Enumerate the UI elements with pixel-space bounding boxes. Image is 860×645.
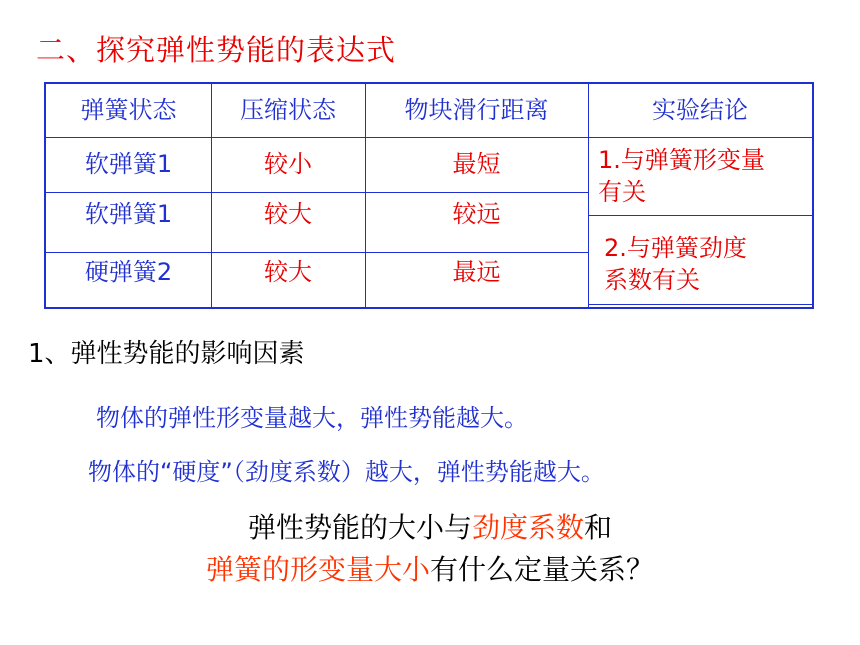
table-header-cell: 物块滑行距离	[404, 96, 549, 125]
question-highlight: 弹簧的形变量大小	[205, 553, 430, 586]
question-text: 弹性势能的大小与	[247, 511, 472, 544]
table-divider	[588, 215, 812, 216]
table-cell: 较大	[264, 200, 312, 228]
conclusion-line: 有关	[598, 178, 646, 206]
question-highlight: 劲度系数	[471, 511, 584, 544]
table-cell: 最远	[452, 258, 501, 286]
conclusion-1	[598, 144, 765, 208]
question-line-1	[0, 506, 860, 546]
table-header-cell: 弹簧状态	[80, 96, 177, 125]
section-heading: 1、弹性势能的影响因素	[28, 339, 305, 369]
page-title: 二、探究弹性势能的表达式	[36, 33, 397, 67]
conclusion-2	[604, 232, 747, 296]
table-header-cell: 压缩状态	[240, 96, 336, 125]
question-line-2	[0, 548, 860, 588]
table-cell: 软弹簧1	[84, 150, 173, 179]
table-cell: 最短	[452, 150, 501, 179]
table-cell: 软弹簧1	[84, 200, 173, 228]
table-cell: 较大	[264, 258, 312, 286]
table-cell: 硬弹簧2	[84, 258, 173, 286]
table-cell: 较远	[452, 200, 501, 228]
conclusion-line: 系数有关	[604, 266, 700, 294]
conclusion-line: 2.与弹簧劲度	[604, 234, 747, 262]
table-header-cell: 实验结论	[652, 96, 748, 125]
conclusion-line: 1.与弹簧形变量	[598, 146, 765, 174]
table-cell: 较小	[264, 150, 312, 179]
table-divider	[588, 304, 812, 305]
question-text: 有什么定量关系？	[430, 553, 655, 586]
point-deformation: 物体的弹性形变量越大，弹性势能越大。	[96, 404, 528, 432]
point-stiffness: 物体的“硬度”（劲度系数）越大，弹性势能越大。	[88, 458, 605, 486]
question-text: 和	[584, 511, 613, 544]
experiment-table	[44, 82, 814, 309]
